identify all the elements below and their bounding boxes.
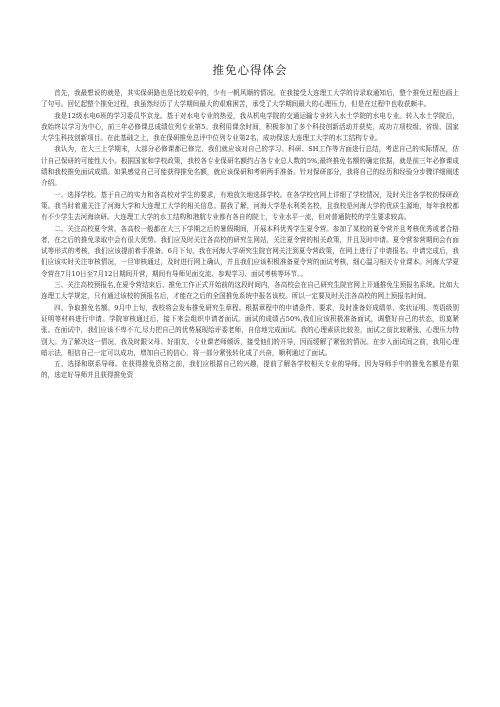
paragraph-step-1: 一、选择学校。基于自己的实力和各高校对学生的要求，有地放矢地选择学校。在各学校官网上详细了学校情况，及时关注各学校的保研政策。我当时着重关注了河海大学和大连理工大学的相关信息。据我了解，河海大学是水利类名校，且我校是河海大学的优质生源地，每年我校都有不少学生去河海读研。大连理工大学的水工结构和港航专业都有各自的院士，专业水平一流，但对普通院校的学生要求较高。 xyxy=(41,190,459,222)
paragraph-step-2: 二、关注高校夏令营。各高校一般都在大三下学期之后的暑假期间，开展本科优秀学生夏令营。参加了某校的夏令营并且考核优秀或者合格者，在之后的推免录取中会有很大优势。我们应及时关注各高校的研究生网站，关注夏令营的相关政策，并且及时申请。夏令营参营期间会有面试等形式的考核，我们应该提前着手准备。6月下旬，我在河海大学研究生院官网关注到夏令营政策，在网上进行了申请报名。申请完成后，我们应该实时关注审核情况，一旦审核通过，及时进行网上确认，并且我们应该积极准备夏令营的面试考核，细心温习相关专业课本。河海大学夏令营在7月10日至7月12日期间开营，期间有导师见面交流、参观学习、面试考核等环节。。 xyxy=(41,224,459,278)
paragraph-step-5: 五、选择和联系导师。在获得推免资格之前，我们应根据自己的兴趣，提前了解各学校相关专业的导师。因为导师手中的推免名额是有限的，选定好导师并且获得推免资 xyxy=(41,360,459,380)
paragraph-self-introduction: 我是12级水电6班的学习委员毕京龙。基于对水电专业的热爱，我从机电学院的交通运输专业转入水土学院的水电专业。转入水土学院后，我始终以学习为中心，前三年必修课总成绩位列专业第5。我利用课余时间，积极参加了多个科技创新活动并获奖，成功立项校级、省级、国家大学生科技创新项目。在此基础之上，我在保研推免总评中位列专业第2名，成功保送大连理工大学的水工结构专业。 xyxy=(41,111,459,143)
paragraph-preparation: 我认为，在大三上学期末，大部分必修课都已修完，我们就应该对自己的学习、科研、SH工作等方面进行总结，考虑自己的实际情况，估计自己保研的可能性大小。根据国家和学校政策，我校各专业保研名额约占各专业总人数的5%,最终推免名额的确定依据，就是前三年必修课成绩和我校推免面试成绩。如果感觉自己可能获得推免名额，就应该保研和考研两手准备。针对保研部分，我将自己的经历和经验分步骤详细阐述介绍。 xyxy=(41,145,459,188)
paragraph-intro: 首先，我最想说的就是，其实保研路也是比较艰辛的，少有一帆风顺的情况。在我接受大连理工大学的待录取通知后，整个推免过程也画上了句号。回忆起整个推免过程，我虽然经历了大学期间最大的艰难困苦，承受了大学期间最大的心理压力，但是在过程中也收获颇丰。 xyxy=(41,89,459,109)
paragraph-step-4: 四、争取推免名额。9月中上旬，我校将会发布推免研究生章程。根据章程中的申请条件、要求，及时准备好成绩单、奖状证明、英语级别证明等材料进行申请。学院审核通过后，接下来会组织申请者面试。面试的成绩占50%,我们应该积极准备面试，调整好自己的状态，切莫紧张。在面试中，我们应该不卑不亢,尽力把自己的优势展现给评委老师，自信地完成面试。我的心理素质比较差，面试之前比较紧张，心理压力特别大。为了解决这一情况，我及时跟父母、好朋友、专业课老师倾诉，接受他们的开导，因而缓解了紧张的情况。在步入面试间之前，我用心理暗示法，相信自己一定可以成功，增加自己的信心，将一部分紧张转化成了兴奋，顺利通过了面试。 xyxy=(41,303,459,357)
document-title: 推免心得体会 xyxy=(212,63,288,77)
paragraph-step-3: 三、关注高校预报名,在夏令营结束后、推免工作正式开始前的这段时间内，各高校会在自己研究生院官网上开通推免生预报名系统。比如大连理工大学规定，只有通过该校的预报名后，才能在之后的全国推免系统中报名该校。所以一定要及时关注各高校的网上预报名时间。 xyxy=(41,281,459,301)
